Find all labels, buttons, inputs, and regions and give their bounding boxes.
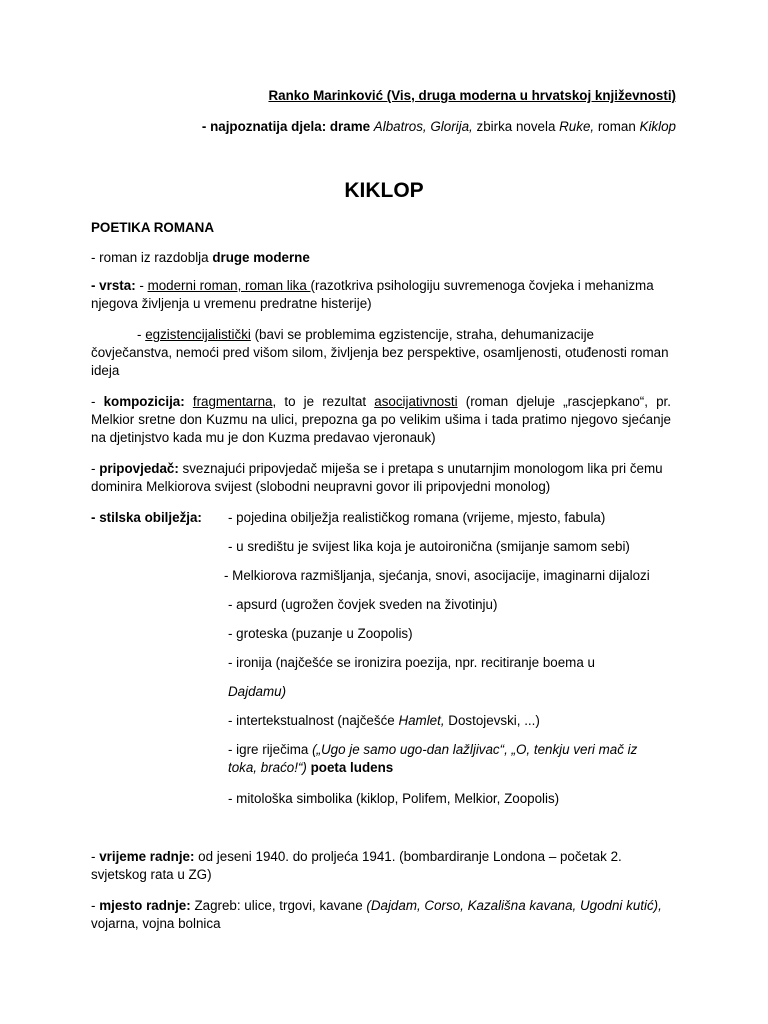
- razdoblje-line: - roman iz razdoblja druge moderne: [91, 250, 310, 265]
- vrijeme-paragraph: - vrijeme radnje: od jeseni 1940. do proljeća 1941. (bombardiranje Londona – početak 2. svjetskog rata u ZG): [91, 849, 622, 882]
- list-item: - igre riječima („Ugo je samo ugo-dan lažljivac“, „O, tenkju veri mač iz toka, braćo!“) poeta ludens: [228, 742, 638, 775]
- list-item: - groteska (puzanje u Zoopolis): [228, 626, 413, 641]
- list-item: - intertekstualnost (najčešće Hamlet, Dostojevski, ...): [228, 713, 540, 728]
- page-title: KIKLOP: [344, 179, 424, 202]
- list-item-continuation: Dajdamu): [228, 684, 287, 699]
- author-line: Ranko Marinković (Vis, druga moderna u hrvatskoj književnosti): [268, 88, 676, 103]
- vrsta-paragraph: - vrsta: - moderni roman, roman lika (razotkriva psihologiju suvremenoga čovjeka i mehanizma njegova življenja u vremenu predratne histerije): [91, 278, 654, 311]
- egzistencijalisticki-paragraph: - egzistencijalistički (bavi se problemima egzistencije, straha, dehumanizacije čovječanstva, nemoći pred višom silom, življenja bez perspektive, osamljenosti, otuđenosti roman ideja: [91, 327, 669, 378]
- list-item: - u središtu je svijest lika koja je autoironična (smijanje samom sebi): [228, 539, 630, 554]
- list-item: - ironija (najčešće se ironizira poezija, npr. recitiranje boema u: [228, 655, 595, 670]
- stilska-label: - stilska obilježja:: [91, 510, 202, 525]
- list-item: - pojedina obilježja realističkog romana (vrijeme, mjesto, fabula): [228, 510, 606, 525]
- kompozicija-paragraph: - kompozicija: fragmentarna, to je rezultat asocijativnosti (roman djeluje „rascjepkano“, pr. Melkior sretne don Kuzmu na ulici, prepozna ga po velikim ušima i tada pratimo njegovo sjećanje na djetinjstvo kada mu je don Kuzma predavao vjeronauk): [91, 394, 671, 445]
- mjesto-paragraph: - mjesto radnje: Zagreb: ulice, trgovi, kavane (Dajdam, Corso, Kazališna kavana, Ugodni kutić), vojarna, vojna bolnica: [91, 898, 662, 931]
- list-item: - apsurd (ugrožen čovjek sveden na životinju): [228, 597, 498, 612]
- pripovjedac-paragraph: - pripovjedač: sveznajući pripovjedač miješa se i pretapa s unutarnjim monologom lika pri čemu dominira Melkiorova svijest (slobodni neupravni govor ili pripovjedni monolog): [91, 461, 663, 494]
- list-item: - Melkiorova razmišljanja, sjećanja, snovi, asocijacije, imaginarni dijalozi: [224, 568, 650, 583]
- list-item: - mitološka simbolika (kiklop, Polifem, Melkior, Zoopolis): [228, 791, 560, 806]
- section-heading: POETIKA ROMANA: [91, 220, 214, 235]
- works-line: - najpoznatija djela: drame Albatros, Glorija, zbirka novela Ruke, roman Kiklop: [201, 119, 676, 134]
